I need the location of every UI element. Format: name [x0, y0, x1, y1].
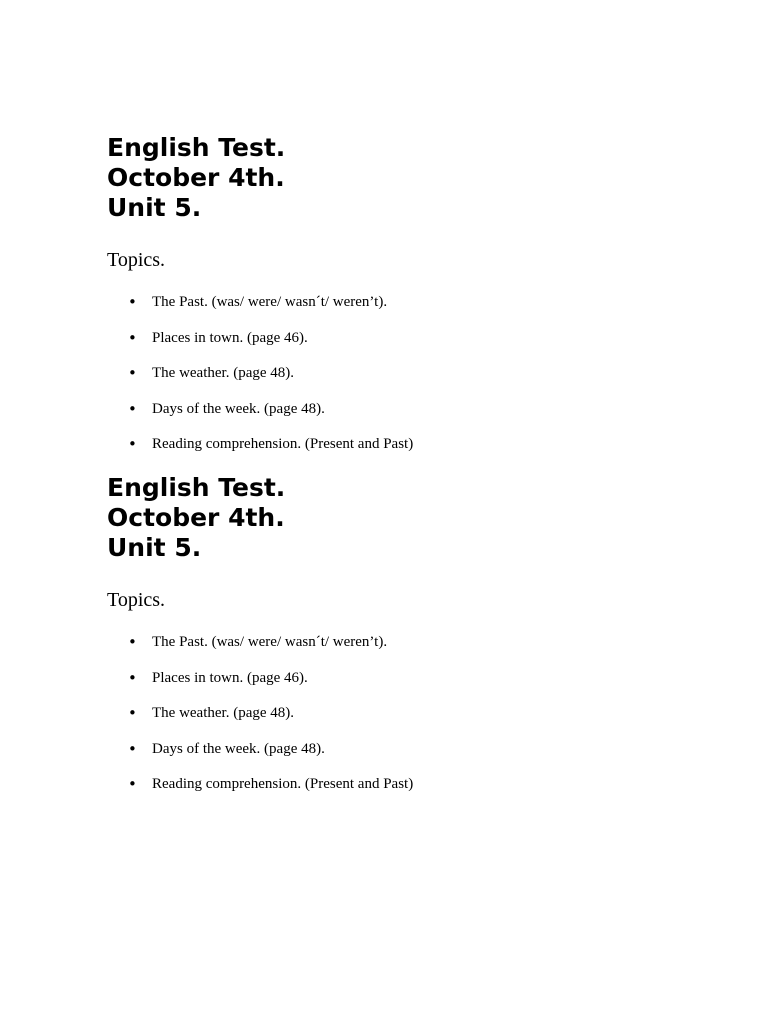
bullet-icon: •: [128, 293, 137, 311]
topic-list: [107, 292, 667, 470]
heading-title: English Test.: [107, 133, 286, 162]
list-item: [107, 668, 667, 704]
topic-text: The Past. (was/ were/ wasn´t/ weren’t).: [152, 294, 388, 310]
topic-text: Places in town. (page 46).: [152, 329, 308, 346]
topic-text: The weather. (page 48).: [152, 365, 295, 382]
topic-list: [107, 632, 667, 810]
test-section-1: [107, 133, 667, 470]
topic-text: Places in town. (page 46).: [152, 669, 308, 686]
list-item: [107, 703, 667, 739]
heading-unit: Unit 5.: [107, 193, 202, 222]
heading-unit: Unit 5.: [107, 533, 202, 562]
topics-label: Topics.: [107, 249, 166, 271]
list-item: [107, 328, 667, 364]
bullet-icon: •: [128, 739, 137, 758]
bullet-icon: •: [128, 328, 137, 347]
heading-date: October 4th.: [107, 163, 285, 192]
bullet-icon: •: [128, 775, 137, 794]
heading-title: English Test.: [107, 473, 286, 502]
list-item: [107, 774, 667, 810]
bullet-icon: •: [128, 364, 137, 383]
list-item: [107, 363, 667, 399]
topic-text: Reading comprehension. (Present and Past): [152, 436, 414, 453]
list-item: [107, 632, 667, 668]
topic-text: Days of the week. (page 48).: [152, 740, 325, 757]
topic-text: Days of the week. (page 48).: [152, 400, 325, 417]
list-item: [107, 434, 667, 470]
bullet-icon: •: [128, 633, 137, 651]
list-item: [107, 292, 667, 328]
list-item: [107, 739, 667, 775]
section-heading: [107, 473, 667, 563]
section-heading: [107, 133, 667, 223]
list-item: [107, 399, 667, 435]
bullet-icon: •: [128, 668, 137, 687]
bullet-icon: •: [128, 704, 137, 723]
bullet-icon: •: [128, 435, 137, 454]
topics-label: Topics.: [107, 589, 166, 611]
topic-text: Reading comprehension. (Present and Past): [152, 776, 414, 793]
heading-date: October 4th.: [107, 503, 285, 532]
topic-text: The weather. (page 48).: [152, 705, 295, 722]
topic-text: The Past. (was/ were/ wasn´t/ weren’t).: [152, 634, 388, 650]
test-section-2: [107, 473, 667, 810]
bullet-icon: •: [128, 399, 137, 418]
